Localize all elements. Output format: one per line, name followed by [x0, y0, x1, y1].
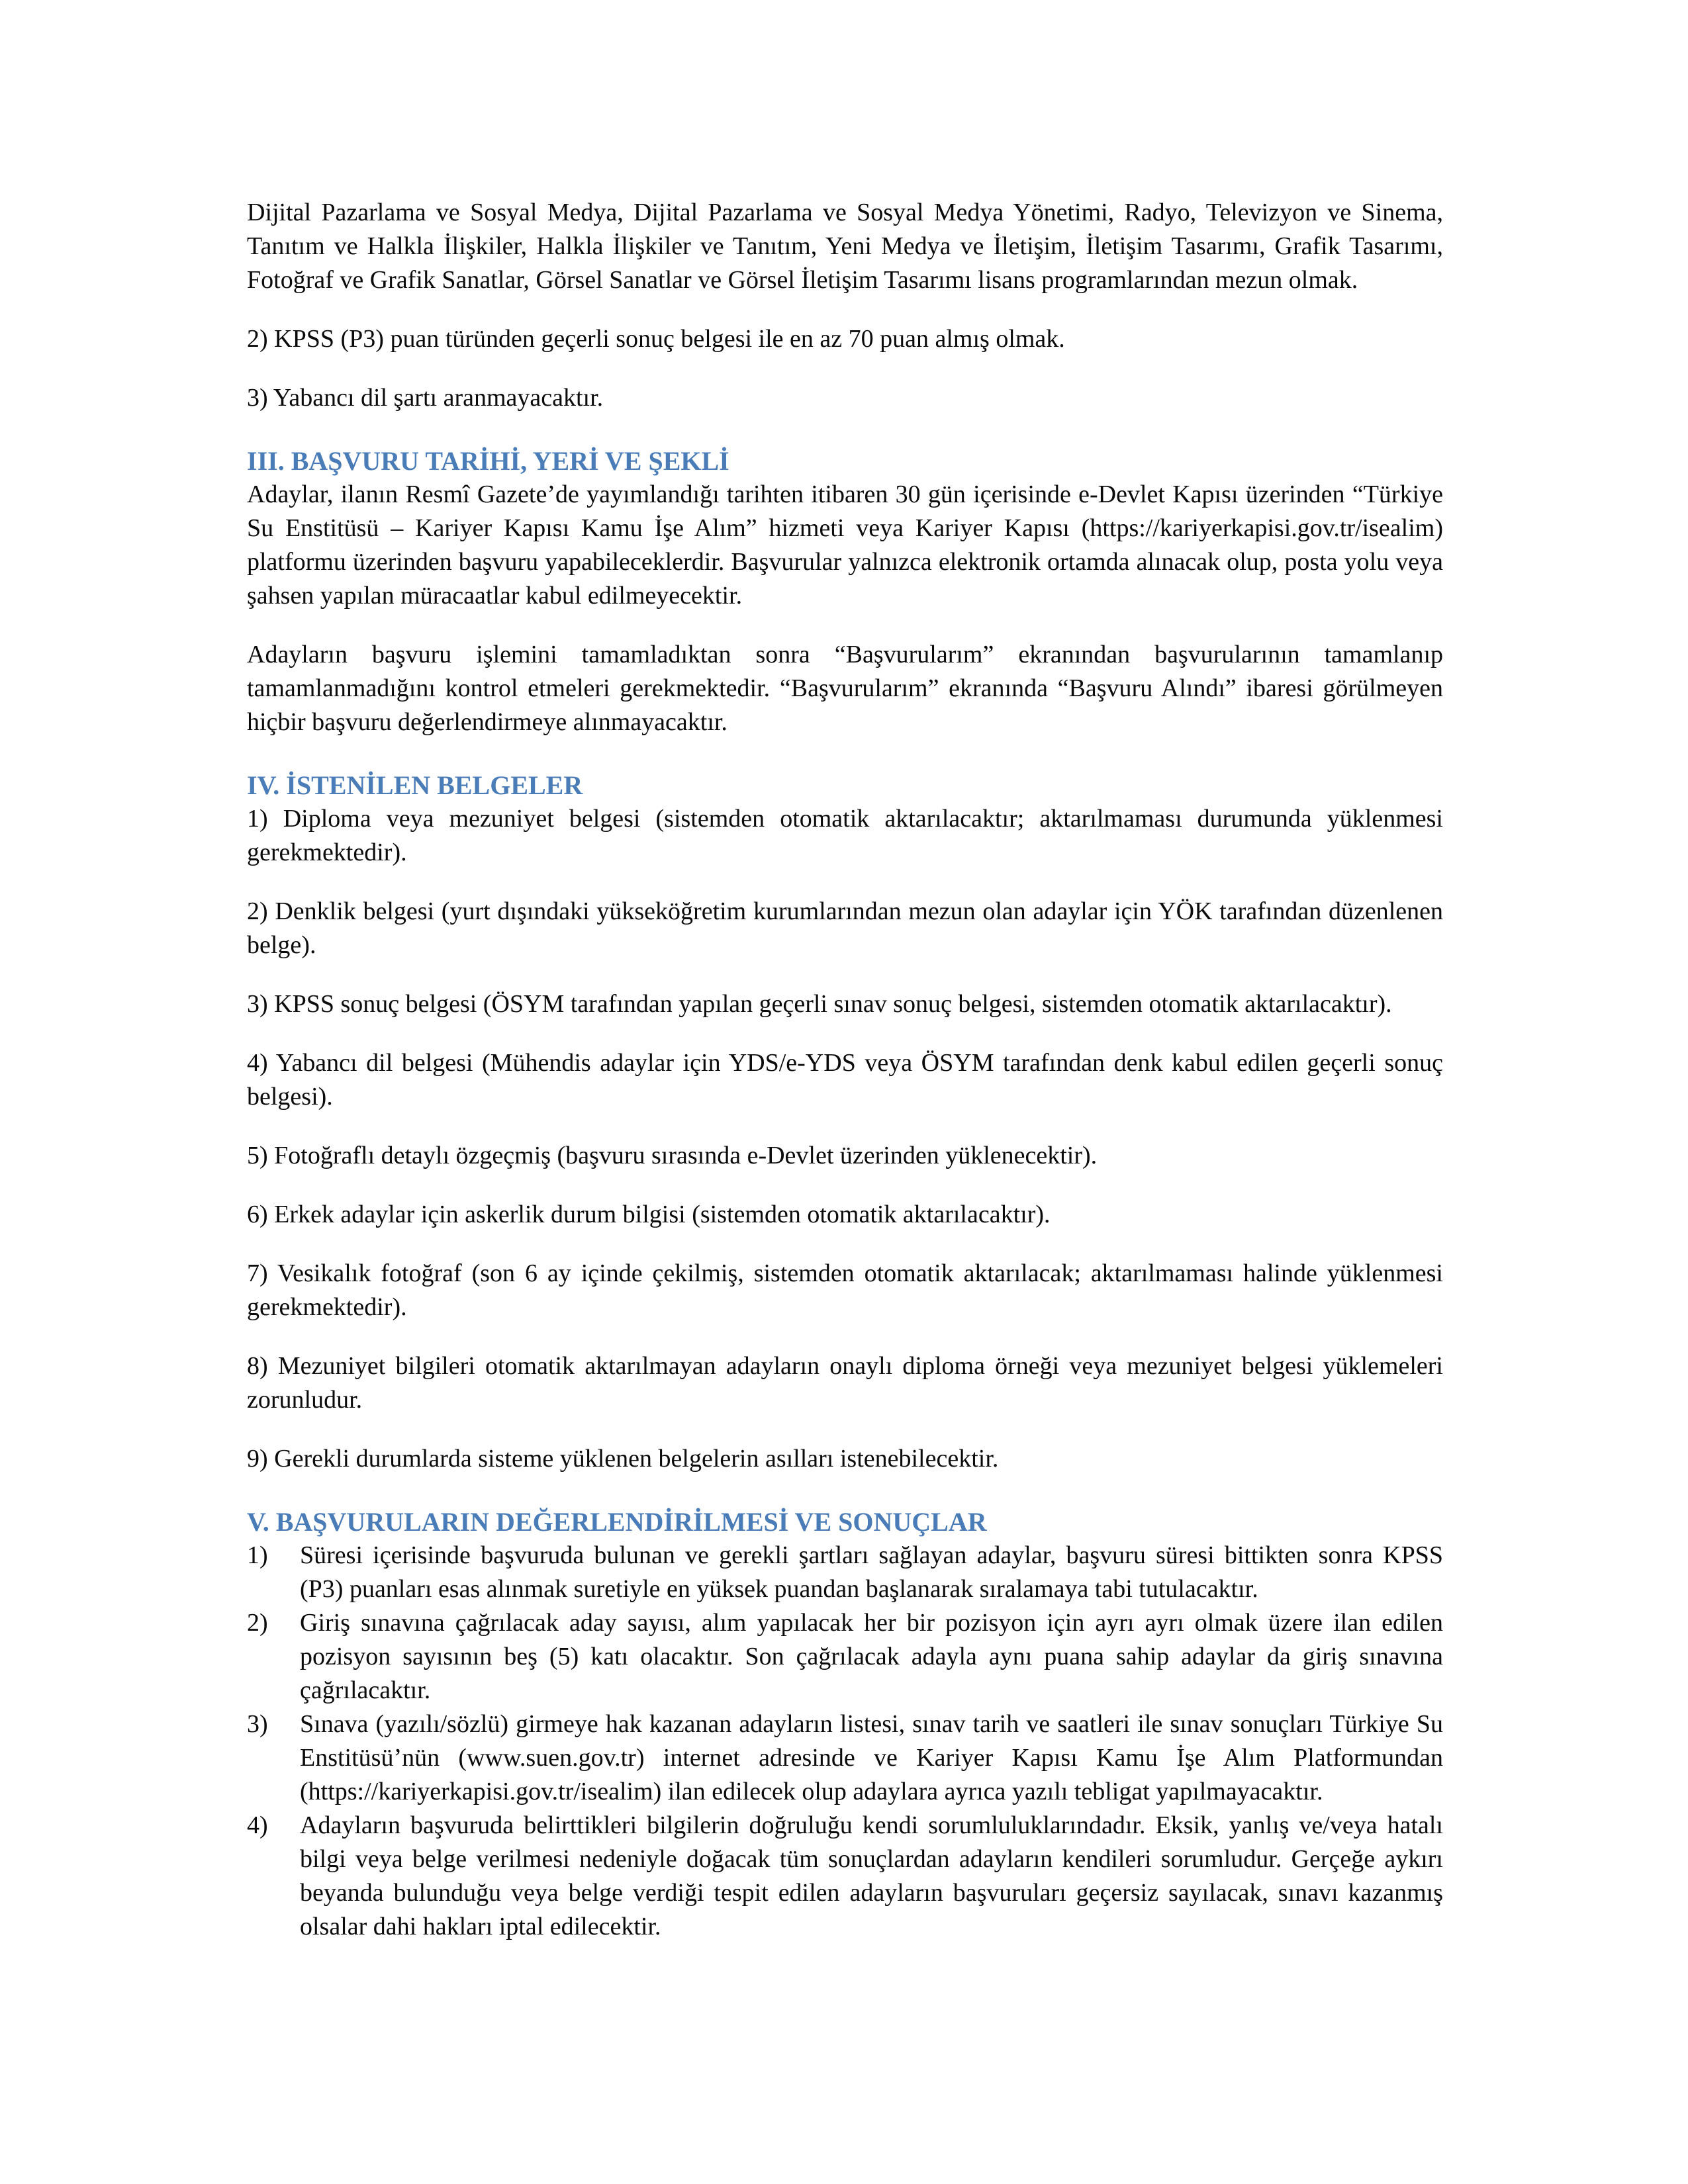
- evaluation-item-1: [247, 1539, 1443, 1606]
- document-item-9: 9) Gerekli durumlarda sisteme yüklenen belgelerin asılları istenebilecektir.: [247, 1445, 999, 1473]
- evaluation-list: [247, 1539, 1443, 1944]
- application-paragraph-1: Adaylar, ilanın Resmî Gazete’de yayımlandığı tarihten itibaren 30 gün içerisinde e-Devlet Kapısı üzerinden “Türkiye Su Enstitüsü – Kariyer Kapısı Kamu İşe Alım” hizmeti veya Kariyer Kapısı (https://kariyerkapisi.gov.tr/isealim) platformu üzerinden başvuru yapabileceklerdir. Başvurular yalnızca elektronik ortamda alınacak olup, posta yolu veya şahsen yapılan müracaatlar kabul edilmeyecektir.: [247, 480, 1443, 610]
- document-item-5: 5) Fotoğraflı detaylı özgeçmiş (başvuru sırasında e-Devlet üzerinden yüklenecektir).: [247, 1142, 1098, 1169]
- document-item-4: 4) Yabancı dil belgesi (Mühendis adaylar için YDS/e-YDS veya ÖSYM tarafından denk kabul edilen geçerli sonuç belgesi).: [247, 1049, 1443, 1111]
- list-number: 4): [247, 1811, 268, 1839]
- list-text: Süresi içerisinde başvuruda bulunan ve gerekli şartları sağlayan adaylar, başvuru süresi bittikten sonra KPSS (P3) puanları esas alınmak suretiyle en yüksek puandan başlanarak sıralamaya tabi tutulacaktır.: [300, 1541, 1443, 1603]
- section-heading-evaluation: V. BAŞVURULARIN DEĞERLENDİRİLMESİ VE SONUÇLAR: [247, 1507, 987, 1537]
- list-text: Sınava (yazılı/sözlü) girmeye hak kazanan adayların listesi, sınav tarih ve saatleri ile sınav sonuçları Türkiye Su Enstitüsü’nün (www.suen.gov.tr) internet adresinde ve Kariyer Kapısı Kamu İşe Alım Platformundan (https://kariyerkapisi.gov.tr/isealim) ilan edilecek olup adaylara ayrıca yazılı tebligat yapılmayacaktır.: [300, 1710, 1443, 1805]
- section-heading-application: III. BAŞVURU TARİHİ, YERİ VE ŞEKLİ: [247, 446, 729, 476]
- list-text: Giriş sınavına çağrılacak aday sayısı, alım yapılacak her bir pozisyon için ayrı ayrı olmak üzere ilan edilen pozisyon sayısının beş (5) katı olacaktır. Son çağrılacak adayla aynı puana sahip adaylar da giriş sınavına çağrılacaktır.: [300, 1609, 1443, 1704]
- evaluation-item-4: [247, 1809, 1443, 1944]
- intro-paragraph: Dijital Pazarlama ve Sosyal Medya, Dijital Pazarlama ve Sosyal Medya Yönetimi, Radyo, Televizyon ve Sinema, Tanıtım ve Halkla İlişkiler, Halkla İlişkiler ve Tanıtım, Yeni Medya ve İletişim, İletişim Tasarımı, Grafik Tasarımı, Fotoğraf ve Grafik Sanatlar, Görsel Sanatlar ve Görsel İletişim Tasarımı lisans programlarından mezun olmak.: [247, 199, 1443, 294]
- document-item-3: 3) KPSS sonuç belgesi (ÖSYM tarafından yapılan geçerli sınav sonuç belgesi, sistemden otomatik aktarılacaktır).: [247, 990, 1392, 1018]
- language-requirement-item: 3) Yabancı dil şartı aranmayacaktır.: [247, 384, 604, 412]
- document-item-7: 7) Vesikalık fotoğraf (son 6 ay içinde çekilmiş, sistemden otomatik aktarılacak; aktarılmaması halinde yüklenmesi gerekmektedir).: [247, 1259, 1443, 1321]
- document-item-1: 1) Diploma veya mezuniyet belgesi (sistemden otomatik aktarılacaktır; aktarılmaması durumunda yüklenmesi gerekmektedir).: [247, 805, 1443, 866]
- document-content: [247, 196, 1443, 1944]
- list-number: 3): [247, 1710, 268, 1738]
- document-item-2: 2) Denklik belgesi (yurt dışındaki yükseköğretim kurumlarından mezun olan adaylar için YÖK tarafından düzenlenen belge).: [247, 897, 1443, 959]
- section-heading-documents: IV. İSTENİLEN BELGELER: [247, 770, 583, 800]
- evaluation-item-3: [247, 1707, 1443, 1809]
- evaluation-item-2: [247, 1606, 1443, 1707]
- list-text: Adayların başvuruda belirttikleri bilgilerin doğruluğu kendi sorumluluklarındadır. Eksik, yanlış ve/veya hatalı bilgi veya belge verilmesi nedeniyle doğacak tüm sonuçlardan adayların kendileri sorumludur. Gerçeğe aykırı beyanda bulunduğu veya belge verdiği tespit edilen adayların başvuruları geçersiz sayılacak, sınavı kazanmış olsalar dahi hakları iptal edilecektir.: [300, 1811, 1443, 1940]
- list-number: 1): [247, 1541, 268, 1569]
- kpss-requirement-item: 2) KPSS (P3) puan türünden geçerli sonuç belgesi ile en az 70 puan almış olmak.: [247, 325, 1065, 353]
- document-item-6: 6) Erkek adaylar için askerlik durum bilgisi (sistemden otomatik aktarılacaktır).: [247, 1201, 1051, 1228]
- application-paragraph-2: Adayların başvuru işlemini tamamladıktan sonra “Başvurularım” ekranından başvurularının tamamlanıp tamamlanmadığını kontrol etmeleri gerekmektedir. “Başvurularım” ekranında “Başvuru Alındı” ibaresi görülmeyen hiçbir başvuru değerlendirmeye alınmayacaktır.: [247, 641, 1443, 736]
- document-item-8: 8) Mezuniyet bilgileri otomatik aktarılmayan adayların onaylı diploma örneği veya mezuniyet belgesi yüklemeleri zorunludur.: [247, 1352, 1443, 1414]
- list-number: 2): [247, 1609, 268, 1637]
